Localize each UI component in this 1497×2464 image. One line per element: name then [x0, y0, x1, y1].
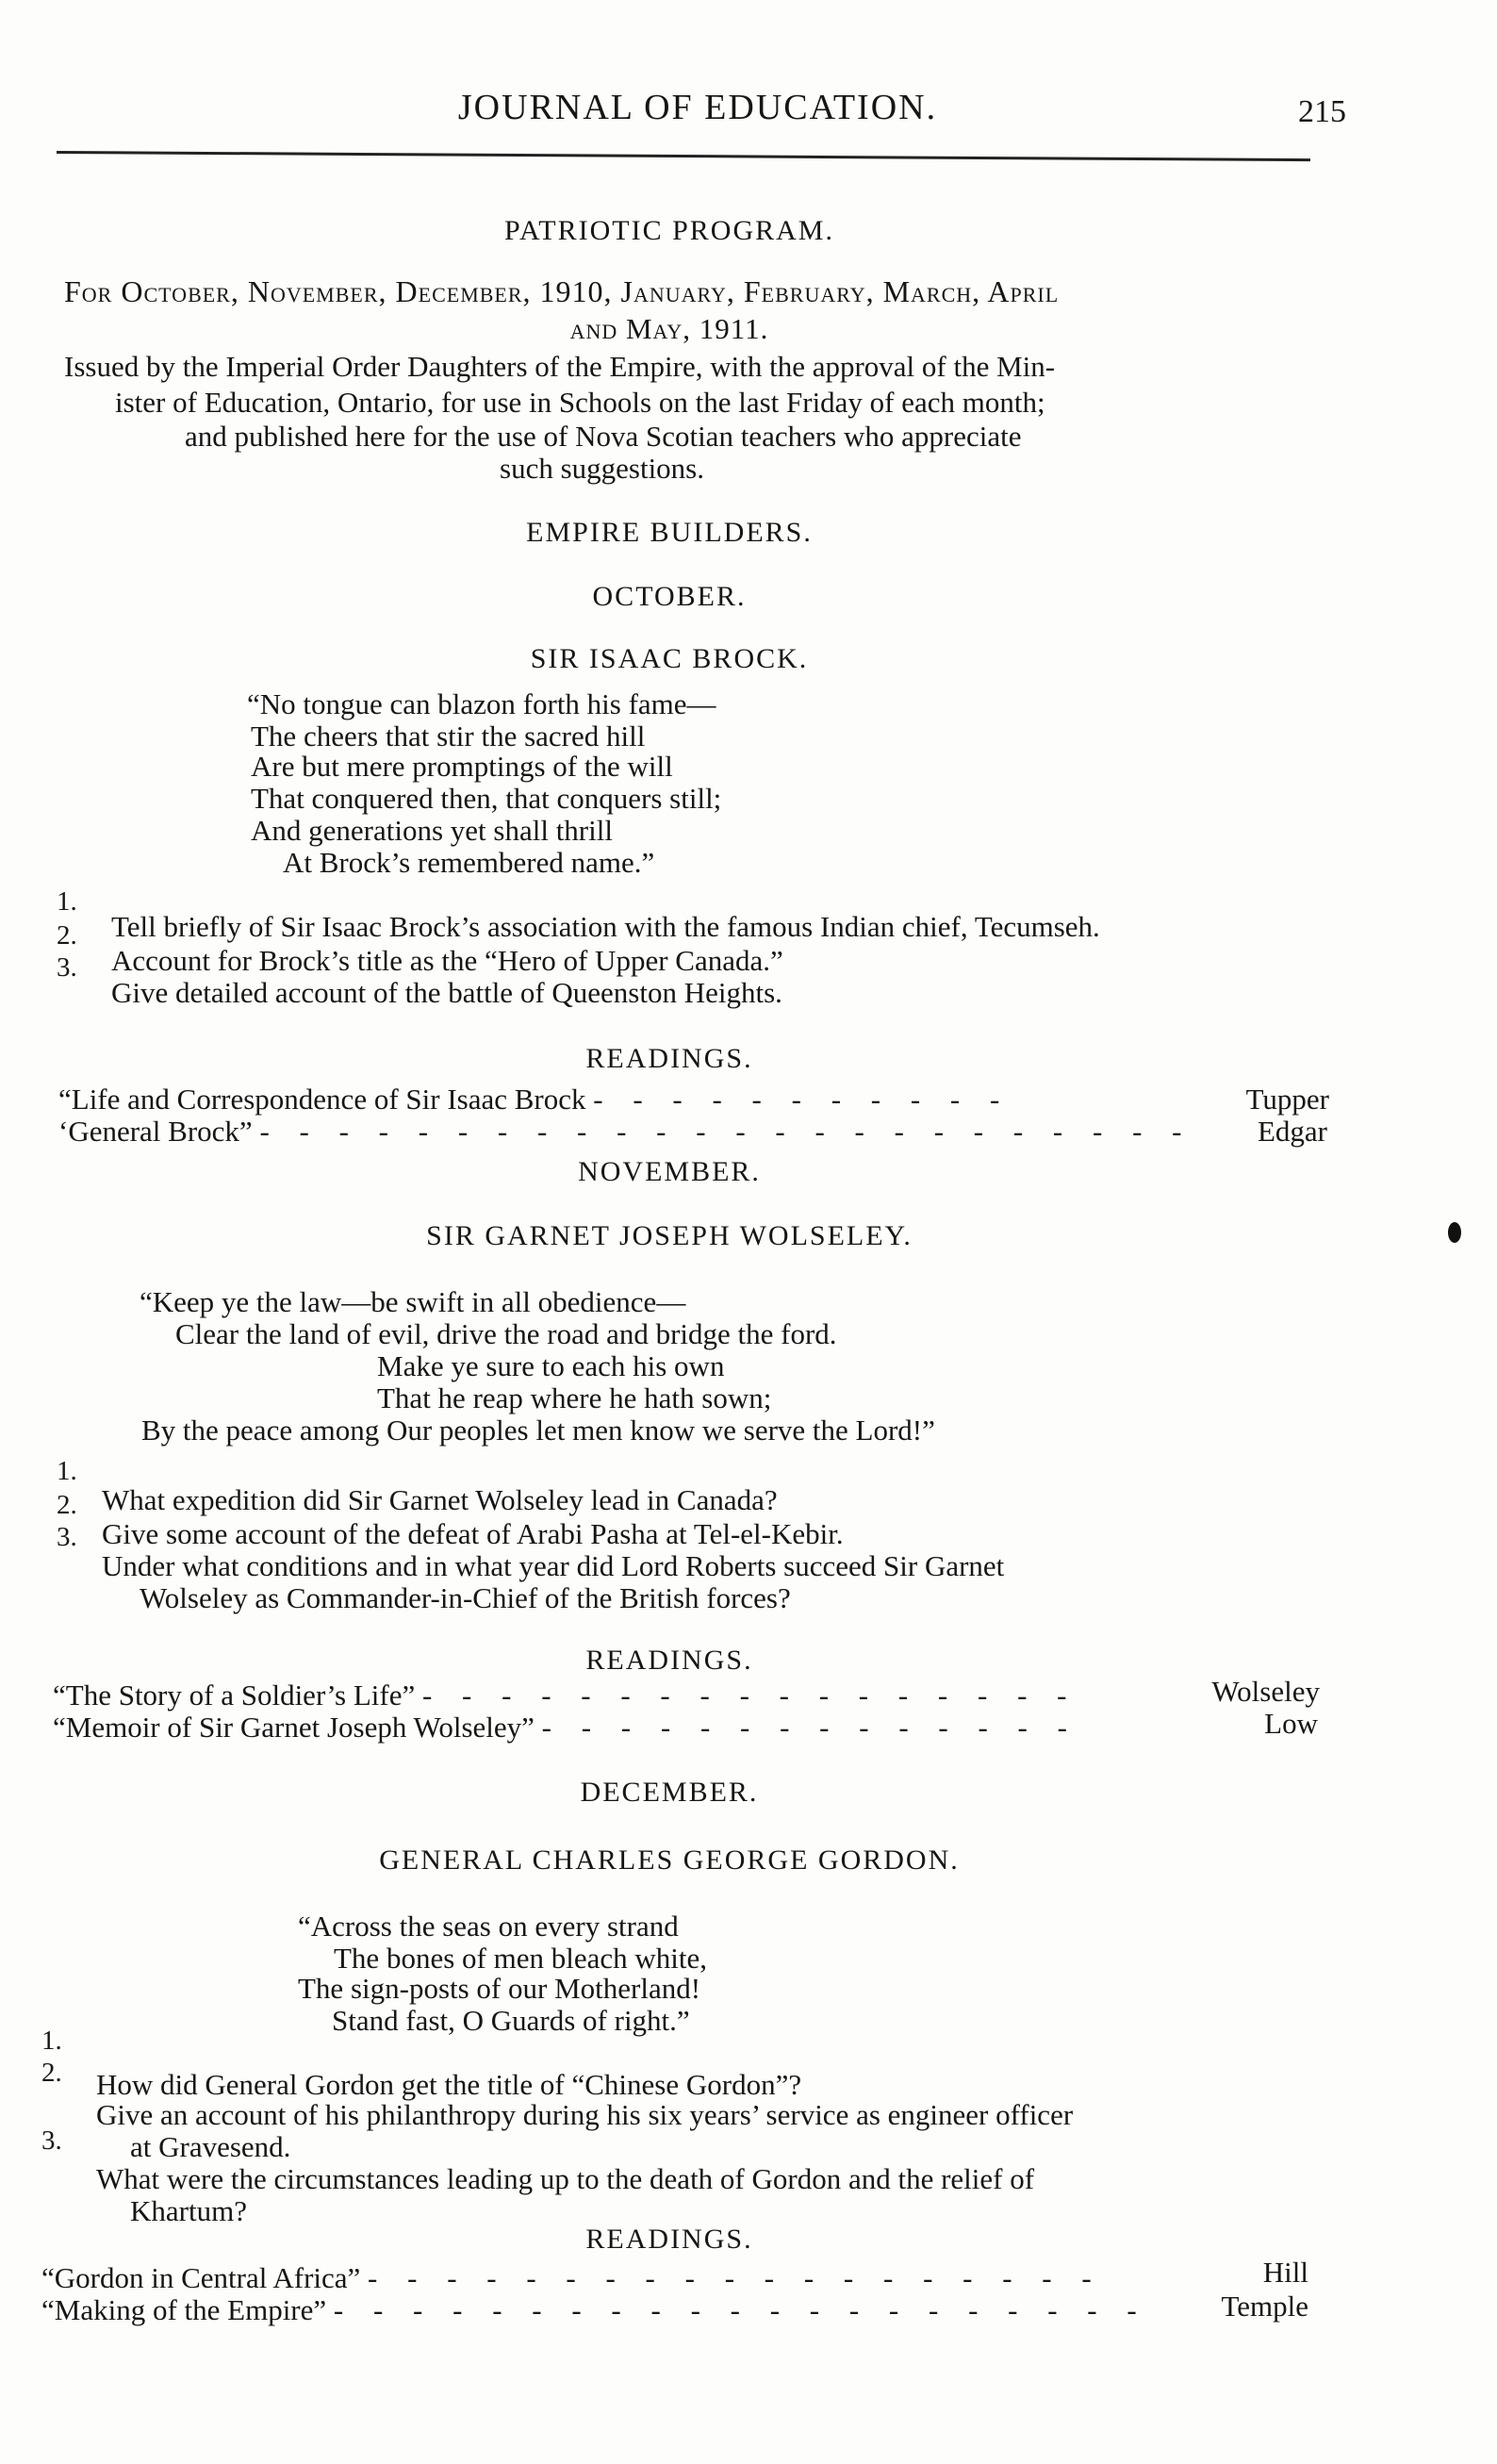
question-text: Tell briefly of Sir Isaac Brock’s association with the famous Indian chief, Tecumseh. [111, 910, 1100, 943]
poem-line: “Keep ye the law—be swift in all obedience— [140, 1285, 686, 1318]
for-line-1: For October, November, December, 1910, January, February, March, April [64, 274, 1060, 308]
reading-leader: - - - - - - - - - - - - - - - - - - - [368, 2261, 1103, 2294]
question-number: 2. [57, 920, 77, 951]
ink-speck [1448, 1222, 1461, 1243]
poem-line: Make ye sure to each his own [377, 1349, 725, 1382]
reading-title: “Making of the Empire” [41, 2293, 327, 2326]
question-number: 1. [57, 886, 77, 917]
poem-line: “Across the seas on every strand [298, 1910, 679, 1943]
question-text: How did General Gordon get the title of “Chinese Gordon”? [96, 2068, 802, 2101]
poem-line: The cheers that stir the sacred hill [251, 719, 646, 752]
reading-author: Wolseley [1211, 1675, 1320, 1708]
reading-item [53, 1678, 1078, 1712]
poem-line: Clear the land of evil, drive the road and bridge the ford. [175, 1317, 837, 1350]
reading-item [53, 1711, 1078, 1745]
question-text-cont: Khartum? [130, 2194, 247, 2227]
readings-title: READINGS. [585, 1043, 753, 1074]
reading-title: ‘General Brock” [58, 1115, 253, 1148]
question-number: 1. [57, 1456, 77, 1486]
question-text: Give an account of his philanthropy during his six years’ service as engineer officer [96, 2098, 1074, 2131]
readings-title: READINGS. [585, 2224, 753, 2255]
question-text-cont: Wolseley as Commander-in-Chief of the British forces? [140, 1581, 791, 1614]
reading-leader: - - - - - - - - - - - - - - - - - [421, 1678, 1078, 1712]
reading-author: Edgar [1257, 1115, 1327, 1148]
for-line-2: and May, 1911. [569, 312, 769, 345]
issued-line-4: such suggestions. [500, 452, 704, 485]
question-text: Account for Brock’s title as the “Hero of Upper Canada.” [111, 944, 783, 977]
question-text: What expedition did Sir Garnet Wolseley lead in Canada? [102, 1483, 778, 1516]
readings-title: READINGS. [585, 1645, 753, 1676]
reading-leader: - - - - - - - - - - - - - - - - - - - - - [333, 2293, 1148, 2326]
poem-line: The sign-posts of our Motherland! [298, 1972, 701, 2005]
question-number: 1. [41, 2026, 62, 2056]
question-text-cont: at Gravesend. [130, 2130, 291, 2163]
reading-author: Hill [1262, 2256, 1308, 2289]
reading-leader: - - - - - - - - - - - - - - [541, 1711, 1078, 1744]
subject-brock: SIR ISAAC BROCK. [530, 643, 809, 674]
question-number: 3. [57, 952, 77, 983]
question-text: Give some account of the defeat of Arabi Pasha at Tel-el-Kebir. [102, 1517, 844, 1550]
reading-leader: - - - - - - - - - - - - - - - - - - - - - - - - [259, 1115, 1193, 1148]
subject-wolseley: SIR GARNET JOSEPH WOLSELEY. [426, 1220, 913, 1251]
question-number: 2. [41, 2058, 62, 2088]
question-number: 3. [41, 2125, 62, 2156]
section-title: EMPIRE BUILDERS. [526, 517, 813, 548]
poem-line: The bones of men bleach white, [334, 1942, 707, 1975]
issued-line-2: ister of Education, Ontario, for use in Schools on the last Friday of each month; [115, 386, 1045, 419]
reading-title: “The Story of a Soldier’s Life” [53, 1678, 416, 1712]
poem-line: “No tongue can blazon forth his fame— [247, 687, 716, 720]
reading-title: “Memoir of Sir Garnet Joseph Wolseley” [53, 1711, 535, 1744]
poem-line: And generations yet shall thrill [251, 814, 613, 847]
reading-title: “Life and Correspondence of Sir Isaac Brock [58, 1083, 586, 1116]
question-text: Under what conditions and in what year did Lord Roberts succeed Sir Garnet [102, 1549, 1005, 1582]
question-text: What were the circumstances leading up to the death of Gordon and the relief of [96, 2162, 1035, 2195]
issued-line-3: and published here for the use of Nova Scotian teachers who appreciate [185, 420, 1022, 453]
reading-item [58, 1115, 1193, 1149]
question-number: 3. [57, 1522, 77, 1552]
journal-title: JOURNAL OF EDUCATION. [457, 88, 938, 127]
reading-author: Temple [1221, 2290, 1308, 2323]
page-number: 215 [1298, 94, 1346, 129]
reading-title: “Gordon in Central Africa” [41, 2261, 361, 2294]
poem-line: By the peace among Our peoples let men know we serve the Lord!” [141, 1414, 935, 1447]
program-title: PATRIOTIC PROGRAM. [504, 215, 834, 246]
reading-item [58, 1083, 1011, 1116]
poem-line: That conquered then, that conquers still; [251, 782, 722, 815]
month-november: NOVEMBER. [578, 1156, 761, 1187]
month-december: DECEMBER. [580, 1777, 759, 1808]
reading-author: Tupper [1245, 1083, 1329, 1116]
month-october: OCTOBER. [592, 581, 747, 612]
reading-item [41, 2293, 1148, 2327]
reading-author: Low [1264, 1707, 1318, 1740]
poem-line: At Brock’s remembered name.” [283, 846, 655, 879]
subject-gordon: GENERAL CHARLES GEORGE GORDON. [379, 1844, 960, 1876]
poem-line: Are but mere promptings of the will [251, 750, 673, 783]
question-text: Give detailed account of the battle of Queenston Heights. [111, 976, 782, 1009]
reading-leader: - - - - - - - - - - - [593, 1083, 1012, 1116]
header-rule [57, 151, 1310, 161]
issued-line-1: Issued by the Imperial Order Daughters of the Empire, with the approval of the Min- [64, 350, 1056, 383]
poem-line: Stand fast, O Guards of right.” [332, 2004, 690, 2037]
reading-item [41, 2261, 1103, 2295]
poem-line: That he reap where he hath sown; [377, 1381, 772, 1414]
question-number: 2. [57, 1490, 77, 1520]
